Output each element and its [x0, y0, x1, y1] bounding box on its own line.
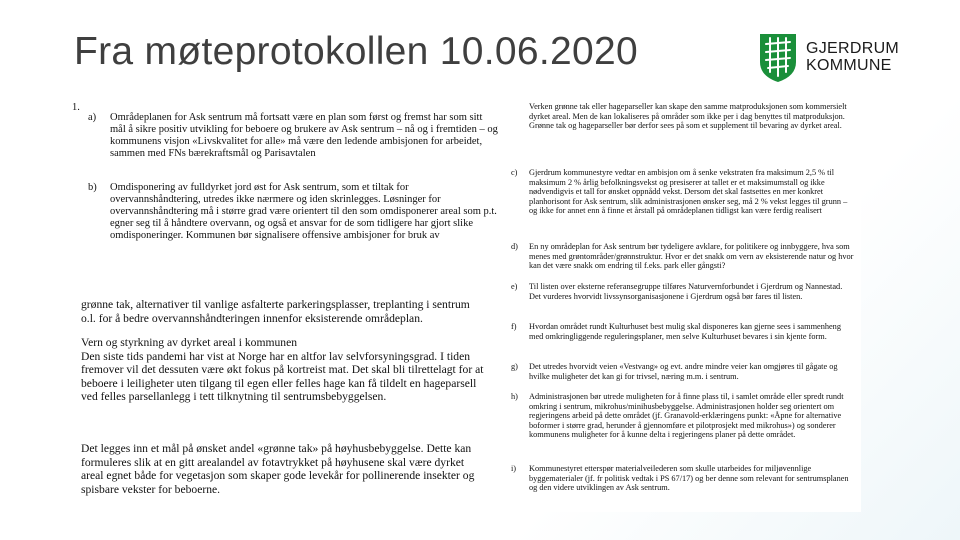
- paragraph-green-roofs: grønne tak, alternativer til vanlige asfalterte parkeringsplasser, treplanting i sentrum o.l. for å bedre overvannshåndteringen innenfor eksisterende områdeplan.: [81, 298, 470, 325]
- item-label: c): [511, 168, 518, 177]
- protocol-excerpt-3: [507, 98, 861, 512]
- gjerdrum-emblem-icon: [758, 32, 798, 84]
- item-text: Til listen over eksterne referansegruppe tilføres Naturvernforbundet i Gjerdrum og Nannestad. Det vurderes hvorvidt livssynsorganisasjonene i Gjerdrum også bør fares til listen.: [529, 282, 843, 301]
- gjerdrum-logo: [758, 30, 908, 86]
- item-text: Det utredes hvorvidt veien «Vestvang» og evt. andre mindre veier kan omgjøres til gågate og hvilke muligheter det kan gi for trivsel, næring m.m. i sentrum.: [529, 362, 838, 381]
- item-text: Områdeplanen for Ask sentrum må fortsatt være en plan som først og fremst har som sitt mål å sikre positiv utvikling for beboere og brukere av Ask sentrum – nå og i fremtiden – og kommunens visjon «Livskvalitet for alle» må være den ledende ambisjonen for arbeidet, sammen med FNs bærekraftsmål og Parisavtalen: [110, 112, 498, 160]
- protocol-item-d: [511, 242, 855, 271]
- item-text: En ny områdeplan for Ask sentrum bør tydeligere avklare, for politikere og innbyggere, hva som menes med grøntområder/grønnstruktur. Hvor er det snakk om vern av eksisterende natur og hvor kan det være snakk om endring til f.eks. park eller gångsti?: [529, 242, 854, 271]
- protocol-item-b: [88, 182, 500, 242]
- protocol-item-h: [511, 392, 855, 440]
- logo-line-1: GJERDRUM: [806, 40, 900, 57]
- item-label: f): [511, 322, 517, 331]
- item-label: b): [88, 182, 97, 193]
- protocol-item-a: [88, 112, 500, 160]
- intro-paragraph: Verken grønne tak eller hageparseller kan skape den samme matproduksjonen som kommersielt dyrket areal. Men de kan lokaliseres på områder som ikke per i dag benyttes til matproduksjon. Grønne tak og hageparseller bør derfor sees på som et supplement til bevaring av dyrket areal.: [529, 102, 847, 131]
- item-label: a): [88, 112, 97, 123]
- item-label: e): [511, 282, 518, 291]
- protocol-item-e: [511, 282, 855, 301]
- item-number: 1.: [72, 102, 80, 113]
- paragraph-green-roof-target: Det legges inn et mål på ønsket andel «grønne tak» på høyhusbebyggelse. Dette kan formuleres slik at en gitt arealandel av fotavtrykket på høyhusene skal være dyrket areal egnet både for vegetasjon som skaper gode levekår for pollinerende insekter og spisbare vekster for beboerne.: [81, 442, 475, 496]
- paragraph-farmland-protection: Vern og styrkning av dyrket areal i kommunen Den siste tids pandemi har vist at Norge har en altfor lav selvforsyningsgrad. I tiden fremover vil det dessuten være økt fokus på kortreist mat. Det skal bli tilrettelagt for at beboere i leiligheter uten tilgang til egen eller felles hage kan få tildelt en hageparsell ved felles parsellanlegg i tett tilknytning til sentrumsbebyggelsen.: [81, 336, 484, 404]
- protocol-excerpt-2: [77, 292, 489, 511]
- item-text: Hvordan området rundt Kulturhuset best mulig skal disponeres kan gjerne sees i sammenheng med omkringliggende reguleringsplaner, men selve Kulturhuset bevares i sin kjente form.: [529, 322, 841, 341]
- item-text: Omdisponering av fulldyrket jord øst for Ask sentrum, som et tiltak for overvannshåndtering, utredes ikke nærmere og iden skrinlegges. Løsninger for overvannshåndtering må i større grad være orientert til den som omdisponerer areal som p.t. egner seg til å håndtere overvann, og også et ansvar for de som tidligere har gjort slike omdisponeringer. Kommunen bør signalisere offensive ambisjoner for bruk av: [110, 182, 497, 242]
- item-label: d): [511, 242, 518, 251]
- protocol-excerpt-1: [66, 98, 504, 278]
- item-text: Administrasjonen bør utrede muligheten for å finne plass til, i samlet område eller spredt rundt omkring i sentrum, mikrohus/minihusbebyggelse. Administrasjonen holder seg orientert om regjeringens arbeid på dette området (jf. Granavold-erklæringens punkt: «Åpne for alternative boformer i større grad, herunder å gjennomføre et pilotprosjekt med mikrohus») og sonderer kommunens muligheter for å kunne delta i regjeringens planer på dette området.: [529, 392, 844, 440]
- protocol-item-g: [511, 362, 855, 381]
- protocol-item-i: [511, 464, 855, 493]
- protocol-item-c: [511, 168, 855, 216]
- protocol-item-f: [511, 322, 855, 341]
- slide-title: Fra møteprotokollen 10.06.2020: [74, 30, 638, 73]
- item-text: Kommunestyret etterspør materialveilederen som skulle utarbeides for miljøvennlige byggematerialer (jf. fr politisk vedtak i PS 67/17) og ber denne som relevant for sentrumsplanen og den videre utviklingen av Ask sentrum.: [529, 464, 849, 493]
- logo-line-2: KOMMUNE: [806, 57, 892, 74]
- item-label: h): [511, 392, 518, 401]
- item-label: i): [511, 464, 517, 473]
- item-label: g): [511, 362, 518, 371]
- item-text: Gjerdrum kommunestyre vedtar en ambisjon om å senke vekstraten fra maksimum 2,5 % til maksimum 2 % årlig befolkningsvekst og presiserer at tallet er et maksimumstall og ikke nødvendigvis et tall for ønsket oppnådd vekst. Dersom det skal fastsettes en mer konkret planhorisont for Ask sentrum, slik administrasjonen ønsker seg, må 2 % vekst legges til grunn – og ikke for annet enn å finne et årstall på områdeplanen tidligst kan være ferdig realisert: [529, 168, 848, 216]
